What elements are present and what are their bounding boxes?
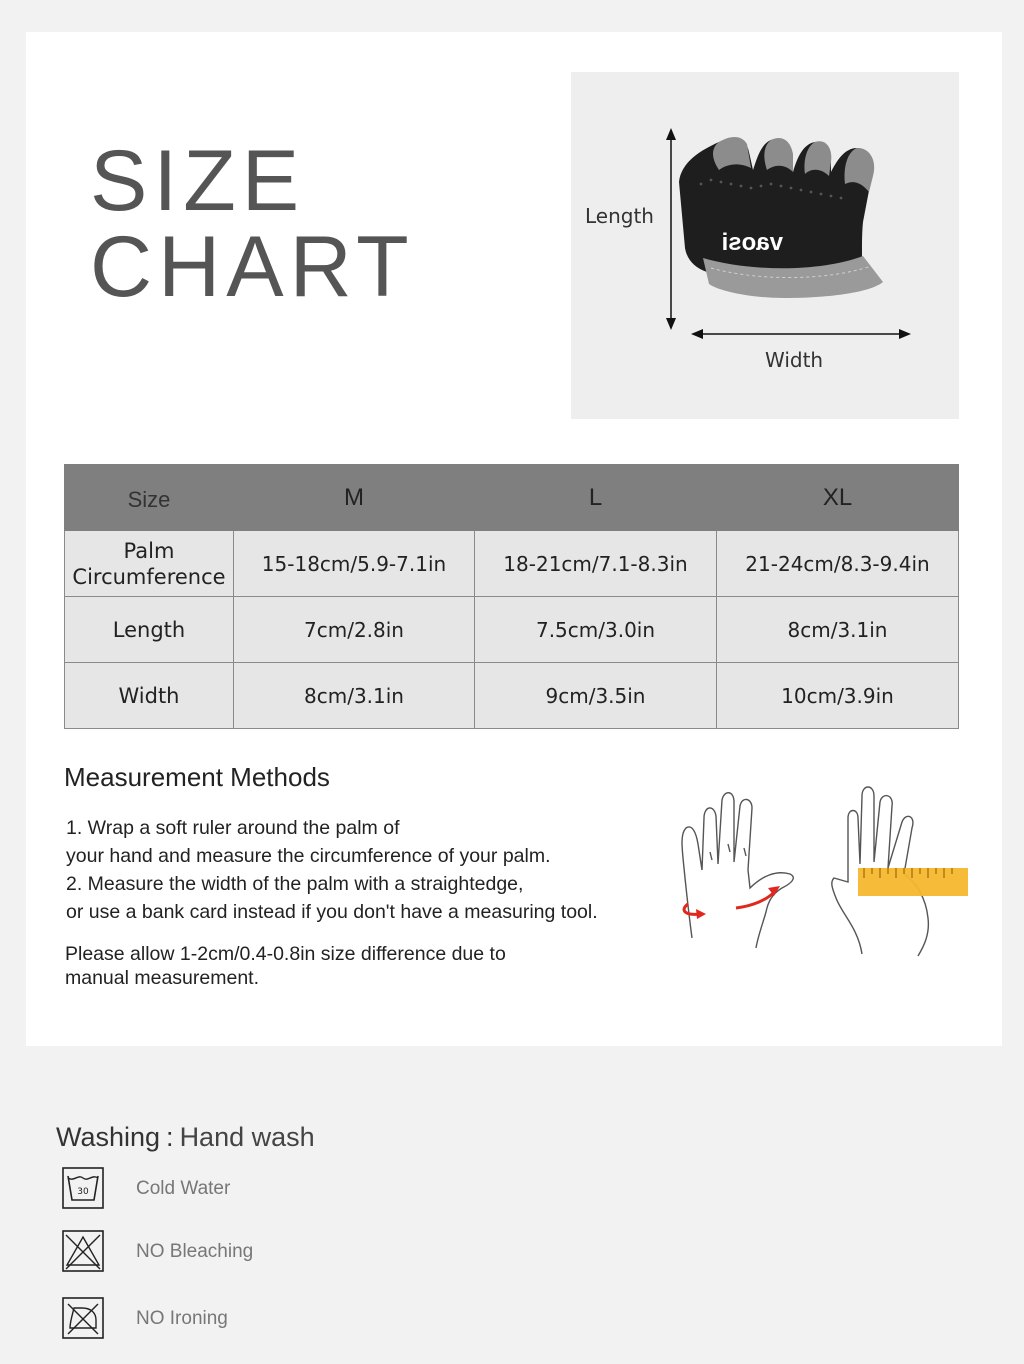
wash-label: NO Bleaching xyxy=(136,1241,254,1262)
width-label: Width xyxy=(765,348,824,372)
wash-item-no-bleach xyxy=(60,1229,360,1275)
wash-label: NO Ironing xyxy=(136,1308,228,1329)
method-steps xyxy=(66,814,598,926)
method-line: or use a bank card instead if you don't have a measuring tool. xyxy=(66,901,598,923)
method-line: 1. Wrap a soft ruler around the palm of xyxy=(66,817,400,839)
table-row xyxy=(65,531,959,597)
hand-measurement-illustration xyxy=(672,778,972,958)
row-label-length: Length xyxy=(65,597,234,663)
method-line: 2. Measure the width of the palm with a straightedge, xyxy=(66,873,524,895)
table-cell: 18-21cm/7.1-8.3in xyxy=(475,531,717,597)
measurement-note xyxy=(65,942,506,990)
cold-water-icon xyxy=(60,1166,106,1212)
table-cell: 9cm/3.5in xyxy=(475,663,717,729)
method-line: your hand and measure the circumference of your palm. xyxy=(66,845,551,867)
washing-label: Washing xyxy=(56,1122,161,1152)
table-cell: 10cm/3.9in xyxy=(717,663,959,729)
methods-title: Measurement Methods xyxy=(64,762,330,792)
note-line: Please allow 1-2cm/0.4-0.8in size difference due to xyxy=(65,943,506,965)
row-label-line: Circumference xyxy=(72,564,226,589)
no-bleach-icon xyxy=(60,1229,106,1275)
size-col-l: L xyxy=(475,465,717,531)
table-row xyxy=(65,597,959,663)
title-line-1: SIZE xyxy=(90,133,306,229)
wash-item-cold-water xyxy=(60,1166,360,1212)
note-line: manual measurement. xyxy=(65,967,260,989)
title-line-2: CHART xyxy=(90,219,415,315)
size-header-cell: Size xyxy=(65,465,234,531)
row-label-line: Palm xyxy=(123,538,175,563)
table-header-row xyxy=(65,465,959,531)
row-label-width: Width xyxy=(65,663,234,729)
size-col-m: M xyxy=(234,465,475,531)
table-cell: 8cm/3.1in xyxy=(234,663,475,729)
table-row xyxy=(65,663,959,729)
size-col-xl: XL xyxy=(717,465,959,531)
page-title xyxy=(90,133,415,315)
size-table xyxy=(64,464,959,729)
washing-separator: : xyxy=(166,1122,174,1152)
table-cell: 8cm/3.1in xyxy=(717,597,959,663)
row-label-palm xyxy=(65,531,234,597)
hand-circumference-icon xyxy=(682,793,793,948)
wash-label: Cold Water xyxy=(136,1178,231,1199)
table-cell: 15-18cm/5.9-7.1in xyxy=(234,531,475,597)
table-cell: 7.5cm/3.0in xyxy=(475,597,717,663)
length-label: Length xyxy=(585,204,654,228)
table-cell: 7cm/2.8in xyxy=(234,597,475,663)
brand-logo: vaosi xyxy=(721,229,783,256)
temperature-label: 30 xyxy=(77,1187,89,1197)
glove-diagram xyxy=(571,72,959,419)
washing-value: Hand wash xyxy=(179,1122,315,1152)
no-iron-icon xyxy=(60,1296,106,1342)
wash-item-no-iron xyxy=(60,1296,360,1342)
table-cell: 21-24cm/8.3-9.4in xyxy=(717,531,959,597)
washing-heading xyxy=(56,1122,315,1153)
